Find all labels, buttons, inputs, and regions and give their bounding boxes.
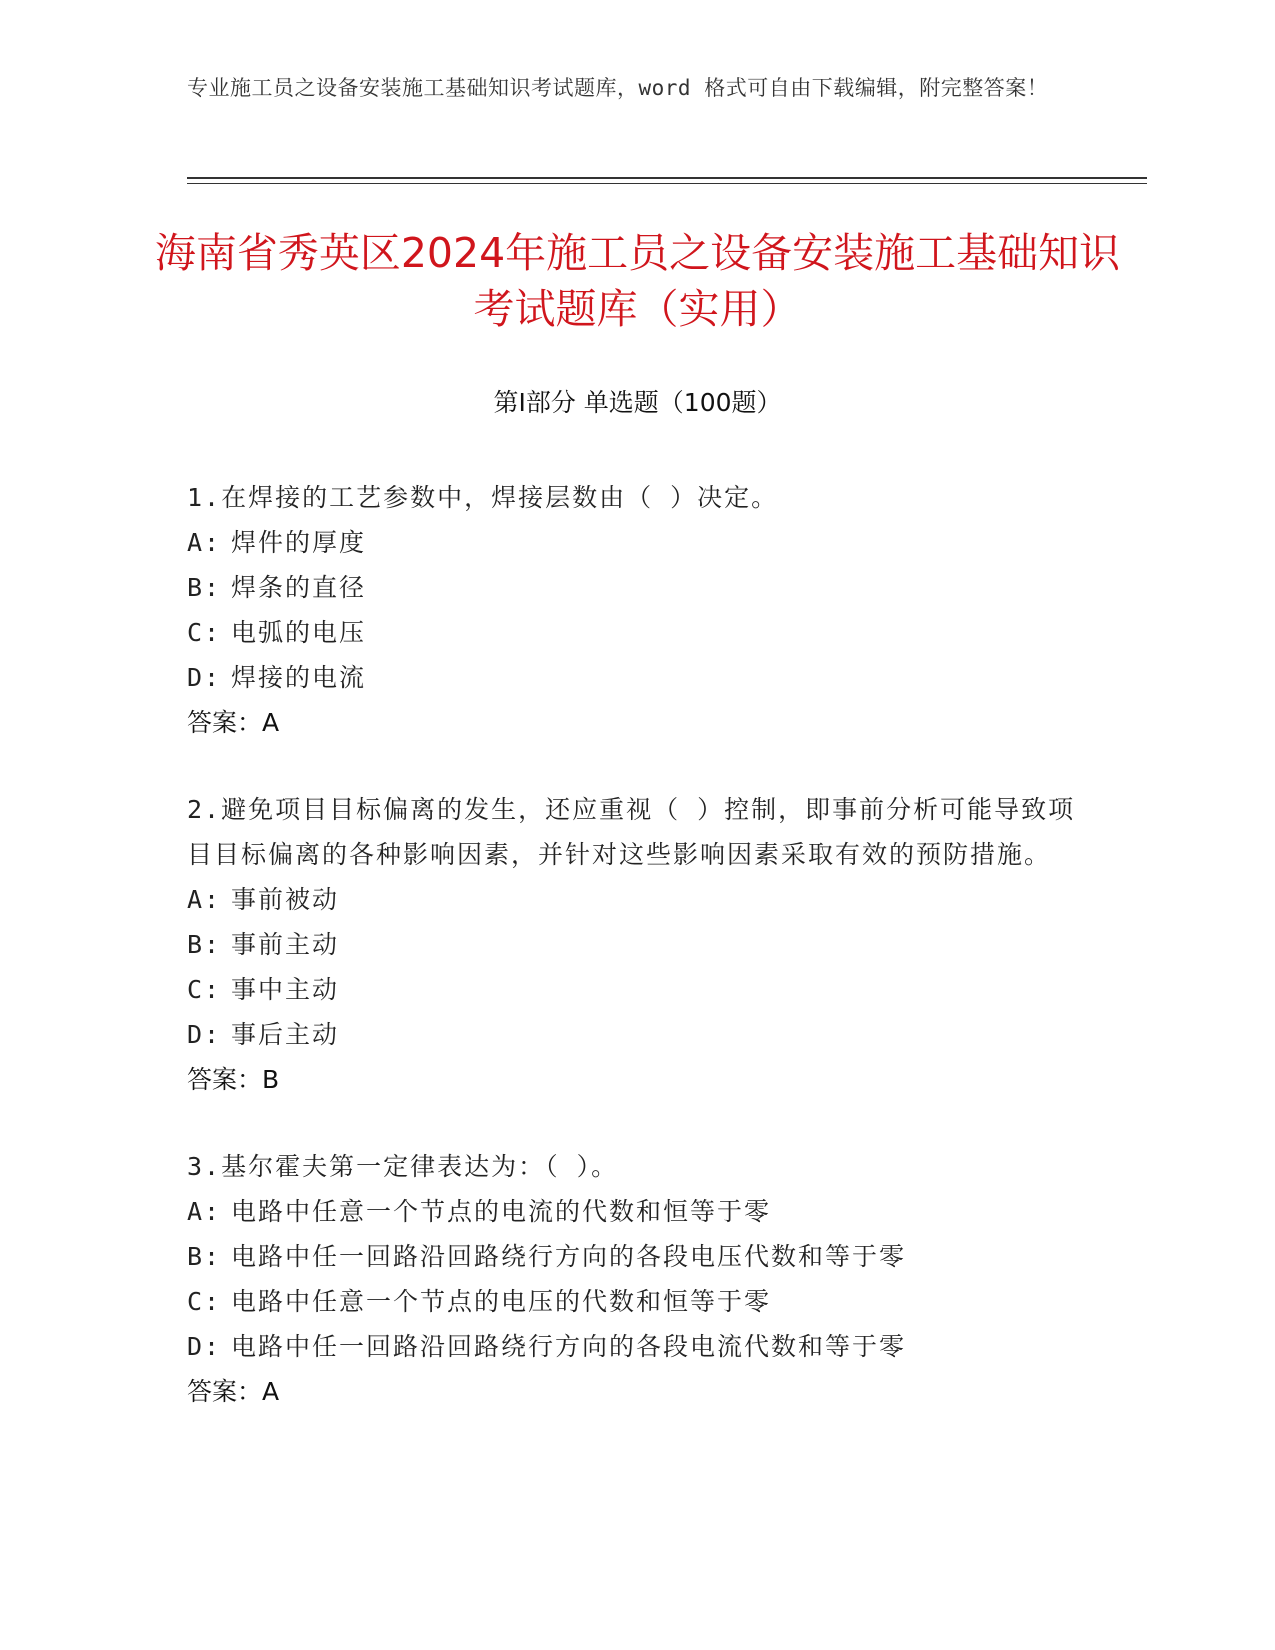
option-text: 事中主动 — [231, 975, 340, 1004]
option-letter: B: — [187, 573, 222, 602]
question-option-d — [187, 655, 1077, 700]
question-stem: 1.在焊接的工艺参数中，焊接层数由（ ）决定。 — [187, 483, 779, 512]
question-option-c — [187, 610, 1077, 655]
option-letter: A: — [187, 1197, 222, 1226]
option-letter: C: — [187, 975, 222, 1004]
question-option-b — [187, 565, 1077, 610]
option-letter: C: — [187, 618, 222, 647]
option-text: 电路中任意一个节点的电压的代数和恒等于零 — [231, 1287, 772, 1316]
option-letter: C: — [187, 1287, 222, 1316]
question-option-b — [187, 922, 1077, 967]
option-letter: D: — [187, 1020, 222, 1049]
option-text: 电弧的电压 — [231, 618, 367, 647]
question-option-a — [187, 1189, 1077, 1234]
question-option-a — [187, 520, 1077, 565]
question-stem: 3.基尔霍夫第一定律表达为：（ ）。 — [187, 1152, 619, 1181]
question-list — [187, 475, 1077, 1456]
option-text: 电路中任一回路沿回路绕行方向的各段电压代数和等于零 — [231, 1242, 907, 1271]
question-option-a — [187, 877, 1077, 922]
question-answer: 答案：B — [187, 1065, 280, 1094]
question-answer: 答案：A — [187, 708, 280, 737]
question-option-c — [187, 967, 1077, 1012]
option-text: 电路中任一回路沿回路绕行方向的各段电流代数和等于零 — [231, 1332, 907, 1361]
question-item — [187, 787, 1077, 1102]
question-option-d — [187, 1324, 1077, 1369]
document-title: 海南省秀英区2024年施工员之设备安装施工基础知识考试题库（实用） — [154, 229, 1121, 333]
option-text: 焊条的直径 — [231, 573, 367, 602]
option-text: 焊件的厚度 — [231, 528, 367, 557]
question-option-b — [187, 1234, 1077, 1279]
question-item — [187, 1144, 1077, 1414]
option-text: 焊接的电流 — [231, 663, 367, 692]
option-text: 事前主动 — [231, 930, 340, 959]
question-option-d — [187, 1012, 1077, 1057]
option-text: 事前被动 — [231, 885, 340, 914]
header-rule-thick — [187, 177, 1147, 179]
header-rule-thin — [187, 183, 1147, 184]
question-stem: 2.避免项目目标偏离的发生，还应重视（ ）控制，即事前分析可能导致项目目标偏离的各种影响因素，并针对这些影响因素采取有效的预防措施。 — [187, 795, 1076, 869]
option-letter: D: — [187, 1332, 222, 1361]
question-item — [187, 475, 1077, 745]
option-letter: B: — [187, 930, 222, 959]
section-heading: 第Ⅰ部分 单选题（100题） — [493, 388, 782, 417]
option-letter: D: — [187, 663, 222, 692]
question-answer: 答案：A — [187, 1377, 280, 1406]
option-text: 事后主动 — [231, 1020, 340, 1049]
option-text: 电路中任意一个节点的电流的代数和恒等于零 — [231, 1197, 772, 1226]
option-letter: B: — [187, 1242, 222, 1271]
question-option-c — [187, 1279, 1077, 1324]
header-note: 专业施工员之设备安装施工基础知识考试题库，word 格式可自由下载编辑，附完整答案！ — [187, 76, 1049, 100]
option-letter: A: — [187, 528, 222, 557]
option-letter: A: — [187, 885, 222, 914]
